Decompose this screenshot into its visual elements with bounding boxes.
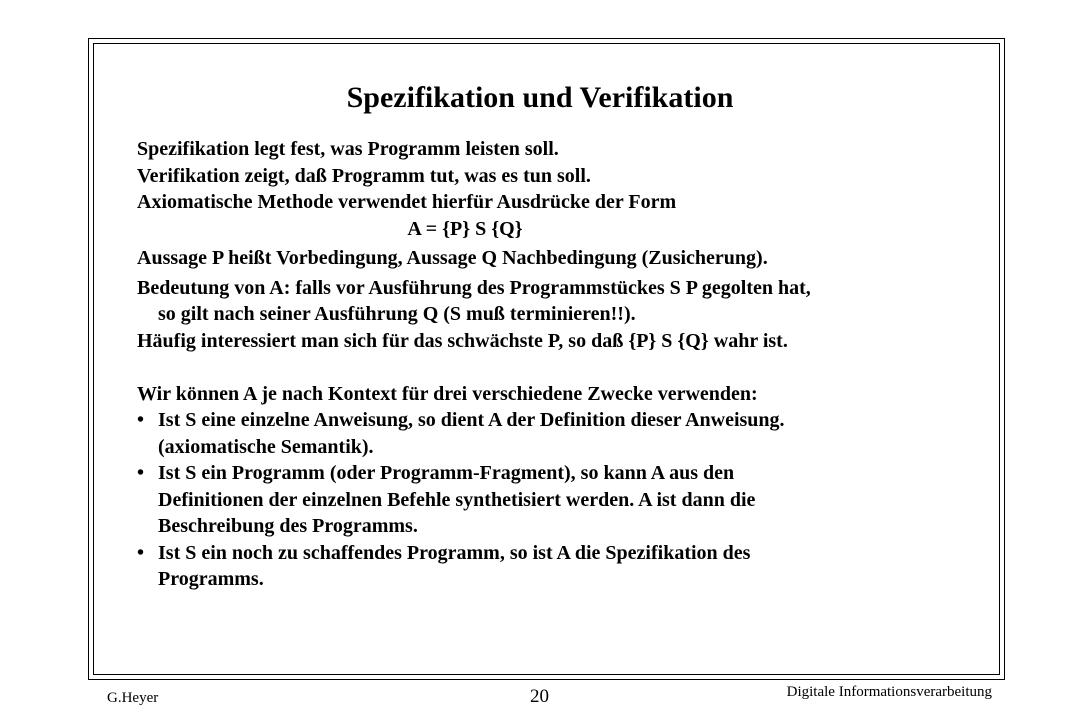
hoare-triple-formula: A = {P} S {Q} [407, 217, 523, 240]
bullet-item [137, 540, 967, 593]
bullet-item [137, 460, 967, 540]
paragraph-spacer [137, 354, 967, 381]
intro-line: Wir können A je nach Kontext für drei verschiedene Zwecke verwenden: [137, 382, 758, 405]
bullet-line: Programms. [158, 568, 264, 590]
bullet-line: Ist S eine einzelne Anweisung, so dient A der Definition dieser Anweisung. [158, 409, 785, 431]
bullet-line: Ist S ein Programm (oder Programm-Fragment), so kann A aus den [158, 462, 735, 484]
bullet-icon: • [137, 541, 145, 564]
bullet-item [137, 407, 967, 460]
bullet-icon: • [137, 409, 145, 431]
body-line: Spezifikation legt fest, was Programm leisten soll. [137, 138, 559, 160]
aussage-line: Aussage P heißt Vorbedingung, Aussage Q Nachbedingung (Zusicherung). [137, 247, 768, 269]
bullet-line: Ist S ein noch zu schaffendes Programm, so ist A die Spezifikation des [158, 541, 751, 564]
footer-page-number: 20 [530, 686, 549, 707]
footer-author: G.Heyer [107, 690, 159, 706]
bedeutung-line-continued: so gilt nach seiner Ausführung Q (S muß terminieren!!). [158, 303, 636, 325]
bedeutung-line: Bedeutung von A: falls vor Ausführung des Programmstückes S P gegolten hat, [137, 276, 811, 299]
haeufig-line: Häufig interessiert man sich für das schwächste P, so daß {P} S {Q} wahr ist. [137, 329, 788, 352]
body-line: Axiomatische Methode verwendet hierfür Ausdrücke der Form [137, 191, 677, 213]
body-line: Verifikation zeigt, daß Programm tut, was es tun soll. [137, 164, 591, 187]
bullet-icon: • [137, 462, 145, 484]
slide-body [137, 136, 967, 593]
bullet-line: Beschreibung des Programms. [158, 515, 418, 537]
footer-course: Digitale Informationsverarbeitung [786, 684, 992, 700]
bullet-line: (axiomatische Semantik). [158, 435, 374, 458]
bullet-line: Definitionen der einzelnen Befehle synthetisiert werden. A ist dann die [158, 488, 756, 511]
slide-title: Spezifikation und Verifikation [346, 81, 734, 114]
